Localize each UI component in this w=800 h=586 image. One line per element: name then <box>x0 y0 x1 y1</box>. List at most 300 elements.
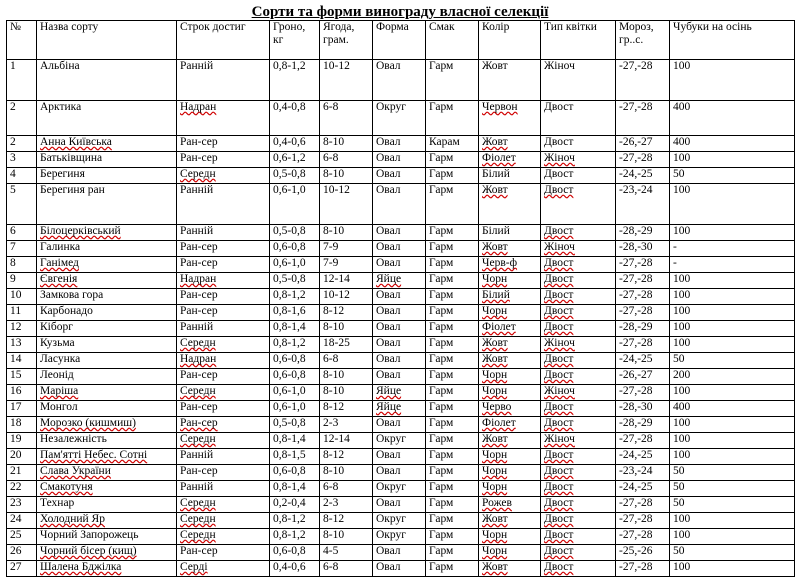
cell-color: Чорн <box>479 385 541 401</box>
cell-berry: 6-8 <box>320 353 373 369</box>
cell-color: Чорн <box>479 529 541 545</box>
cell-frost: -26,-27 <box>616 136 670 152</box>
cell-frost: -24,-25 <box>616 481 670 497</box>
cell-variety-name: Кіборг <box>37 321 177 337</box>
cell-number: 2 <box>7 101 37 136</box>
cell-variety-name: Слава України <box>37 465 177 481</box>
cell-ripening: Середн <box>177 385 270 401</box>
cell-variety-name: Морозко (кишмиш) <box>37 417 177 433</box>
cell-berry: 8-12 <box>320 401 373 417</box>
cell-ripening: Ран-сер <box>177 289 270 305</box>
cell-bunch: 0,5-0,8 <box>270 168 320 184</box>
cell-frost: -27,-28 <box>616 273 670 289</box>
cell-color: Чорн <box>479 305 541 321</box>
cell-frost: -24,-25 <box>616 168 670 184</box>
cell-cuttings: 100 <box>670 513 795 529</box>
table-row <box>7 225 795 241</box>
cell-ripening: Ран-сер <box>177 305 270 321</box>
cell-berry: 8-10 <box>320 321 373 337</box>
cell-flower-type: Жіноч <box>541 337 616 353</box>
cell-berry: 8-10 <box>320 136 373 152</box>
cell-variety-name: Чорний Запорожець <box>37 529 177 545</box>
cell-number: 2 <box>7 136 37 152</box>
cell-variety-name: Маріша <box>37 385 177 401</box>
cell-cuttings: 100 <box>670 561 795 577</box>
cell-frost: -27,-28 <box>616 337 670 353</box>
cell-color: Жовт <box>479 337 541 353</box>
cell-variety-name: Ласунка <box>37 353 177 369</box>
cell-bunch: 0,8-1,4 <box>270 481 320 497</box>
cell-variety-name: Смакотуня <box>37 481 177 497</box>
cell-bunch: 0,6-1,0 <box>270 257 320 273</box>
cell-bunch: 0,6-1,0 <box>270 401 320 417</box>
cell-cuttings: 50 <box>670 353 795 369</box>
cell-bunch: 0,6-0,8 <box>270 353 320 369</box>
cell-berry: 6-8 <box>320 152 373 168</box>
cell-shape: Яйце <box>373 401 426 417</box>
cell-color: Черв-ф <box>479 257 541 273</box>
cell-number: 25 <box>7 529 37 545</box>
cell-color: Чорн <box>479 369 541 385</box>
cell-number: 7 <box>7 241 37 257</box>
cell-number: 5 <box>7 184 37 225</box>
col-header-variety-name: Назва сорту <box>37 21 177 60</box>
cell-cuttings: 400 <box>670 136 795 152</box>
cell-flower-type: Двост <box>541 225 616 241</box>
cell-bunch: 0,8-1,2 <box>270 513 320 529</box>
table-row <box>7 101 795 136</box>
cell-ripening: Ран-сер <box>177 257 270 273</box>
cell-flower-type: Двост <box>541 481 616 497</box>
cell-shape: Яйце <box>373 385 426 401</box>
cell-cuttings: 200 <box>670 369 795 385</box>
cell-flower-type: Двост <box>541 401 616 417</box>
cell-bunch: 0,6-1,0 <box>270 385 320 401</box>
cell-berry: 12-14 <box>320 433 373 449</box>
cell-taste: Гарм <box>426 465 479 481</box>
cell-frost: -24,-25 <box>616 449 670 465</box>
cell-bunch: 0,6-0,8 <box>270 241 320 257</box>
cell-color: Чорн <box>479 273 541 289</box>
table-row <box>7 152 795 168</box>
cell-variety-name: Пам'ятті Небес. Сотні <box>37 449 177 465</box>
col-header-color: Колір <box>479 21 541 60</box>
cell-taste: Гарм <box>426 184 479 225</box>
table-row <box>7 305 795 321</box>
cell-color: Жовт <box>479 136 541 152</box>
cell-flower-type: Жіноч <box>541 433 616 449</box>
cell-color: Черво <box>479 401 541 417</box>
cell-color: Жовт <box>479 433 541 449</box>
cell-flower-type: Двост <box>541 305 616 321</box>
col-header-bunch: Гроно, кг <box>270 21 320 60</box>
cell-taste: Гарм <box>426 561 479 577</box>
col-header-number: № <box>7 21 37 60</box>
cell-frost: -28,-29 <box>616 321 670 337</box>
cell-ripening: Ранній <box>177 481 270 497</box>
col-header-berry: Ягода, грам. <box>320 21 373 60</box>
cell-color: Чорн <box>479 545 541 561</box>
cell-cuttings: 100 <box>670 337 795 353</box>
cell-taste: Гарм <box>426 257 479 273</box>
cell-ripening: Середн <box>177 497 270 513</box>
cell-taste: Гарм <box>426 289 479 305</box>
cell-ripening: Середн <box>177 529 270 545</box>
table-row <box>7 545 795 561</box>
cell-bunch: 0,6-0,8 <box>270 369 320 385</box>
cell-berry: 6-8 <box>320 561 373 577</box>
cell-ripening: Надран <box>177 353 270 369</box>
col-header-shape: Форма <box>373 21 426 60</box>
cell-bunch: 0,6-0,8 <box>270 465 320 481</box>
cell-flower-type: Двост <box>541 321 616 337</box>
cell-bunch: 0,6-0,8 <box>270 545 320 561</box>
cell-color: Білий <box>479 289 541 305</box>
cell-berry: 8-12 <box>320 305 373 321</box>
col-header-frost: Мороз, гр..с. <box>616 21 670 60</box>
cell-taste: Гарм <box>426 481 479 497</box>
cell-berry: 10-12 <box>320 60 373 101</box>
cell-taste: Гарм <box>426 545 479 561</box>
cell-color: Жовт <box>479 561 541 577</box>
cell-ripening: Середн <box>177 168 270 184</box>
cell-ripening: Середн <box>177 433 270 449</box>
cell-taste: Гарм <box>426 101 479 136</box>
table-row <box>7 385 795 401</box>
cell-frost: -24,-25 <box>616 353 670 369</box>
cell-frost: -28,-30 <box>616 401 670 417</box>
cell-number: 21 <box>7 465 37 481</box>
cell-flower-type: Двост <box>541 513 616 529</box>
cell-frost: -27,-28 <box>616 561 670 577</box>
cell-number: 11 <box>7 305 37 321</box>
cell-frost: -28,-30 <box>616 241 670 257</box>
cell-color: Чорн <box>479 465 541 481</box>
cell-number: 24 <box>7 513 37 529</box>
cell-color: Фіолет <box>479 321 541 337</box>
cell-bunch: 0,8-1,2 <box>270 337 320 353</box>
table-row <box>7 449 795 465</box>
cell-ripening: Ран-сер <box>177 401 270 417</box>
cell-cuttings: - <box>670 241 795 257</box>
cell-cuttings: 400 <box>670 101 795 136</box>
table-row <box>7 529 795 545</box>
table-row <box>7 465 795 481</box>
cell-number: 13 <box>7 337 37 353</box>
cell-bunch: 0,6-1,0 <box>270 184 320 225</box>
cell-number: 4 <box>7 168 37 184</box>
cell-variety-name: Євгенія <box>37 273 177 289</box>
cell-flower-type: Двост <box>541 289 616 305</box>
cell-number: 20 <box>7 449 37 465</box>
table-row <box>7 513 795 529</box>
cell-cuttings: - <box>670 257 795 273</box>
cell-color: Жовт <box>479 353 541 369</box>
cell-bunch: 0,8-1,4 <box>270 433 320 449</box>
cell-flower-type: Жіноч <box>541 385 616 401</box>
cell-frost: -27,-28 <box>616 152 670 168</box>
cell-flower-type: Двост <box>541 257 616 273</box>
cell-bunch: 0,8-1,4 <box>270 321 320 337</box>
cell-ripening: Ран-сер <box>177 136 270 152</box>
cell-color: Жовт <box>479 241 541 257</box>
cell-taste: Гарм <box>426 321 479 337</box>
varieties-table <box>6 20 795 577</box>
cell-ripening: Ранній <box>177 60 270 101</box>
cell-cuttings: 100 <box>670 273 795 289</box>
cell-cuttings: 100 <box>670 385 795 401</box>
cell-variety-name: Леонід <box>37 369 177 385</box>
cell-berry: 8-10 <box>320 369 373 385</box>
cell-shape: Овал <box>373 152 426 168</box>
cell-shape: Округ <box>373 433 426 449</box>
table-row <box>7 353 795 369</box>
cell-variety-name: Анна Київська <box>37 136 177 152</box>
cell-ripening: Ранній <box>177 184 270 225</box>
cell-variety-name: Технар <box>37 497 177 513</box>
cell-berry: 2-3 <box>320 417 373 433</box>
cell-cuttings: 50 <box>670 481 795 497</box>
cell-ripening: Серді <box>177 561 270 577</box>
cell-number: 19 <box>7 433 37 449</box>
cell-number: 3 <box>7 152 37 168</box>
cell-taste: Гарм <box>426 60 479 101</box>
cell-cuttings: 100 <box>670 152 795 168</box>
table-row <box>7 417 795 433</box>
cell-shape: Овал <box>373 168 426 184</box>
cell-taste: Гарм <box>426 241 479 257</box>
cell-number: 14 <box>7 353 37 369</box>
cell-taste: Гарм <box>426 225 479 241</box>
cell-berry: 8-10 <box>320 168 373 184</box>
cell-shape: Овал <box>373 465 426 481</box>
cell-flower-type: Двост <box>541 465 616 481</box>
cell-flower-type: Жіноч <box>541 152 616 168</box>
cell-variety-name: Берегиня ран <box>37 184 177 225</box>
table-row <box>7 136 795 152</box>
cell-shape: Овал <box>373 497 426 513</box>
cell-frost: -27,-28 <box>616 60 670 101</box>
cell-flower-type: Двост <box>541 497 616 513</box>
cell-number: 6 <box>7 225 37 241</box>
cell-cuttings: 50 <box>670 497 795 513</box>
cell-shape: Овал <box>373 353 426 369</box>
col-header-taste: Смак <box>426 21 479 60</box>
cell-cuttings: 100 <box>670 529 795 545</box>
table-row <box>7 369 795 385</box>
cell-taste: Гарм <box>426 529 479 545</box>
cell-shape: Овал <box>373 545 426 561</box>
cell-taste: Гарм <box>426 168 479 184</box>
cell-variety-name: Батьківщина <box>37 152 177 168</box>
cell-frost: -23,-24 <box>616 184 670 225</box>
cell-cuttings: 100 <box>670 449 795 465</box>
cell-flower-type: Двост <box>541 417 616 433</box>
cell-bunch: 0,5-0,8 <box>270 273 320 289</box>
cell-frost: -25,-26 <box>616 545 670 561</box>
cell-flower-type: Двост <box>541 529 616 545</box>
col-header-flower-type: Тип квітки <box>541 21 616 60</box>
cell-taste: Гарм <box>426 273 479 289</box>
cell-cuttings: 100 <box>670 321 795 337</box>
cell-variety-name: Альбіна <box>37 60 177 101</box>
cell-flower-type: Жіноч <box>541 241 616 257</box>
cell-berry: 2-3 <box>320 497 373 513</box>
cell-flower-type: Двост <box>541 184 616 225</box>
cell-frost: -27,-28 <box>616 257 670 273</box>
cell-shape: Яйце <box>373 273 426 289</box>
cell-cuttings: 100 <box>670 433 795 449</box>
cell-number: 27 <box>7 561 37 577</box>
cell-ripening: Ранній <box>177 449 270 465</box>
cell-frost: -27,-28 <box>616 497 670 513</box>
table-row <box>7 497 795 513</box>
table-row <box>7 60 795 101</box>
cell-ripening: Ран-сер <box>177 417 270 433</box>
cell-ripening: Середн <box>177 337 270 353</box>
document-title: Сорти та форми винограду власної селекції <box>251 4 549 20</box>
cell-ripening: Ран-сер <box>177 152 270 168</box>
cell-bunch: 0,8-1,2 <box>270 289 320 305</box>
cell-frost: -27,-28 <box>616 101 670 136</box>
cell-variety-name: Карбонадо <box>37 305 177 321</box>
table-row <box>7 321 795 337</box>
cell-variety-name: Монгол <box>37 401 177 417</box>
cell-color: Рожев <box>479 497 541 513</box>
cell-shape: Округ <box>373 101 426 136</box>
cell-color: Чорн <box>479 481 541 497</box>
cell-berry: 18-25 <box>320 337 373 353</box>
cell-taste: Гарм <box>426 401 479 417</box>
cell-berry: 8-12 <box>320 449 373 465</box>
cell-flower-type: Двост <box>541 136 616 152</box>
cell-variety-name: Арктика <box>37 101 177 136</box>
cell-taste: Гарм <box>426 369 479 385</box>
cell-flower-type: Двост <box>541 273 616 289</box>
cell-shape: Овал <box>373 184 426 225</box>
cell-berry: 7-9 <box>320 241 373 257</box>
cell-frost: -27,-28 <box>616 305 670 321</box>
cell-berry: 8-10 <box>320 385 373 401</box>
table-row <box>7 481 795 497</box>
cell-berry: 7-9 <box>320 257 373 273</box>
cell-cuttings: 100 <box>670 225 795 241</box>
cell-bunch: 0,5-0,8 <box>270 417 320 433</box>
table-row <box>7 168 795 184</box>
col-header-ripening: Строк достиг <box>177 21 270 60</box>
cell-shape: Округ <box>373 481 426 497</box>
cell-bunch: 0,6-1,2 <box>270 152 320 168</box>
table-row <box>7 289 795 305</box>
cell-bunch: 0,8-1,2 <box>270 60 320 101</box>
cell-frost: -28,-29 <box>616 417 670 433</box>
cell-color: Жовт <box>479 60 541 101</box>
cell-taste: Гарм <box>426 305 479 321</box>
cell-bunch: 0,5-0,8 <box>270 225 320 241</box>
cell-variety-name: Ганімед <box>37 257 177 273</box>
cell-shape: Округ <box>373 529 426 545</box>
cell-color: Фіолет <box>479 417 541 433</box>
cell-variety-name: Білоцерківський <box>37 225 177 241</box>
cell-number: 10 <box>7 289 37 305</box>
cell-shape: Овал <box>373 241 426 257</box>
cell-berry: 8-10 <box>320 529 373 545</box>
cell-ripening: Ран-сер <box>177 465 270 481</box>
cell-shape: Округ <box>373 513 426 529</box>
cell-bunch: 0,8-1,5 <box>270 449 320 465</box>
cell-bunch: 0,4-0,6 <box>270 561 320 577</box>
cell-color: Жовт <box>479 184 541 225</box>
cell-color: Фіолет <box>479 152 541 168</box>
cell-shape: Овал <box>373 417 426 433</box>
cell-berry: 8-12 <box>320 513 373 529</box>
cell-cuttings: 100 <box>670 60 795 101</box>
cell-frost: -27,-28 <box>616 385 670 401</box>
cell-number: 8 <box>7 257 37 273</box>
table-header-row <box>7 21 795 60</box>
cell-taste: Гарм <box>426 417 479 433</box>
cell-ripening: Ран-сер <box>177 241 270 257</box>
cell-color: Чорн <box>479 449 541 465</box>
cell-number: 16 <box>7 385 37 401</box>
cell-flower-type: Двост <box>541 561 616 577</box>
cell-frost: -28,-29 <box>616 225 670 241</box>
cell-ripening: Ран-сер <box>177 545 270 561</box>
col-header-cuttings: Чубуки на осінь <box>670 21 795 60</box>
cell-frost: -27,-28 <box>616 289 670 305</box>
cell-ripening: Середн <box>177 513 270 529</box>
cell-berry: 6-8 <box>320 481 373 497</box>
cell-flower-type: Двост <box>541 353 616 369</box>
cell-number: 9 <box>7 273 37 289</box>
cell-color: Жовт <box>479 513 541 529</box>
cell-flower-type: Двост <box>541 168 616 184</box>
cell-ripening: Ран-сер <box>177 369 270 385</box>
cell-color: Білий <box>479 168 541 184</box>
cell-variety-name: Шалена Бджілка <box>37 561 177 577</box>
cell-taste: Гарм <box>426 433 479 449</box>
cell-taste: Гарм <box>426 152 479 168</box>
cell-cuttings: 100 <box>670 417 795 433</box>
cell-frost: -27,-28 <box>616 433 670 449</box>
cell-cuttings: 50 <box>670 168 795 184</box>
cell-taste: Гарм <box>426 337 479 353</box>
table-row <box>7 401 795 417</box>
cell-ripening: Ранній <box>177 225 270 241</box>
cell-frost: -27,-28 <box>616 529 670 545</box>
cell-number: 22 <box>7 481 37 497</box>
cell-cuttings: 100 <box>670 184 795 225</box>
cell-variety-name: Незалежність <box>37 433 177 449</box>
cell-flower-type: Двост <box>541 369 616 385</box>
table-row <box>7 273 795 289</box>
cell-color: Білий <box>479 225 541 241</box>
cell-berry: 10-12 <box>320 184 373 225</box>
cell-variety-name: Берегиня <box>37 168 177 184</box>
cell-berry: 10-12 <box>320 289 373 305</box>
cell-variety-name: Холодний Яр <box>37 513 177 529</box>
table-row <box>7 337 795 353</box>
cell-bunch: 0,8-1,6 <box>270 305 320 321</box>
cell-variety-name: Кузьма <box>37 337 177 353</box>
cell-bunch: 0,4-0,6 <box>270 136 320 152</box>
cell-variety-name: Галинка <box>37 241 177 257</box>
cell-flower-type: Двост <box>541 545 616 561</box>
cell-taste: Гарм <box>426 353 479 369</box>
cell-bunch: 0,8-1,2 <box>270 529 320 545</box>
cell-frost: -23,-24 <box>616 465 670 481</box>
cell-shape: Овал <box>373 305 426 321</box>
